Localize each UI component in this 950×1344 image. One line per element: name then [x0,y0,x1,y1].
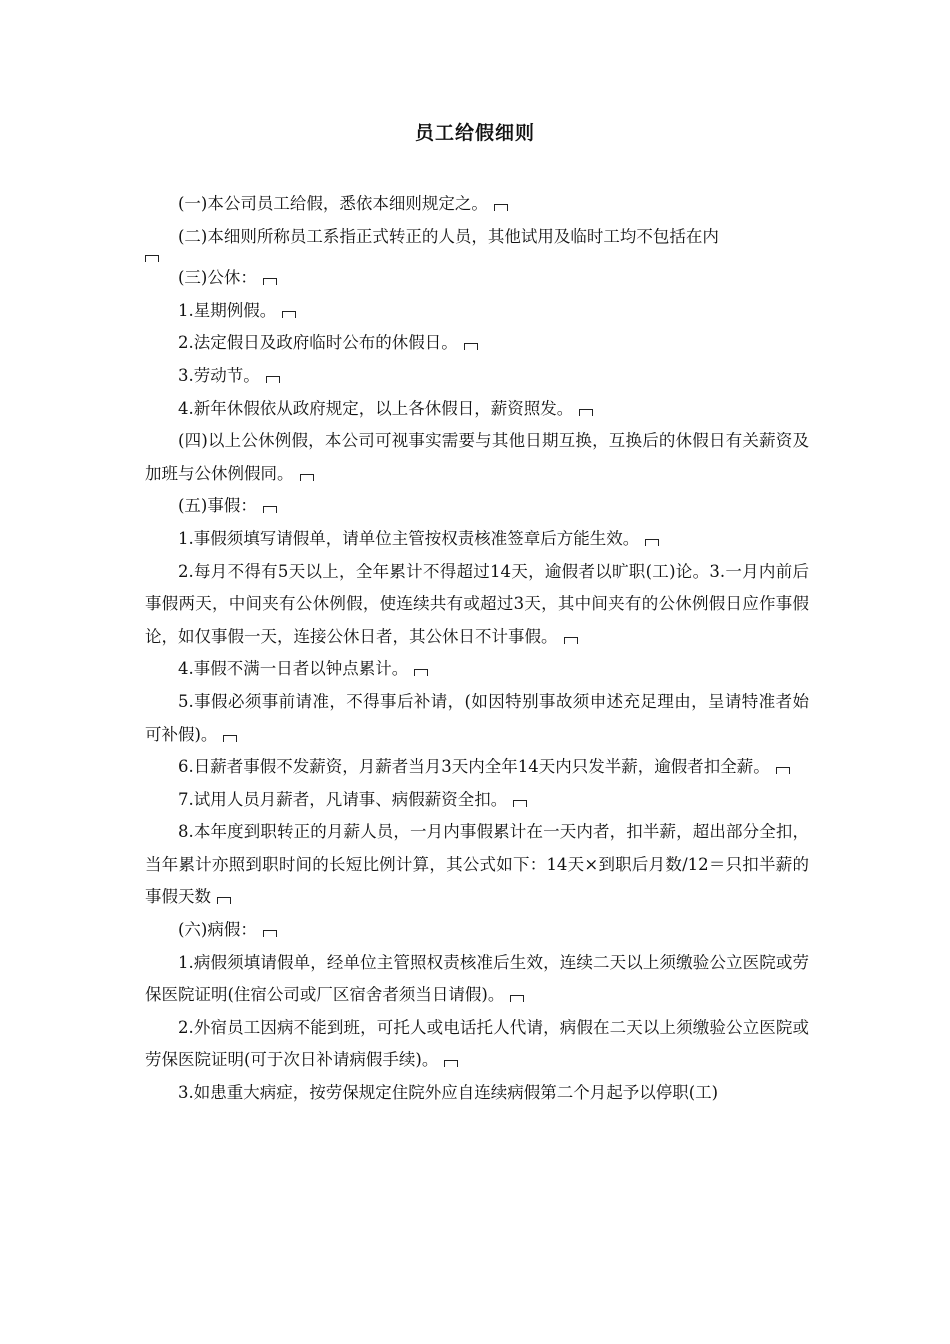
paragraph-mark-icon [444,1060,458,1067]
paragraph-text: 3.如患重大病症，按劳保规定住院外应自连续病假第二个月起予以停职(工) [178,1083,719,1103]
paragraph-20 [145,1077,809,1110]
paragraph-text: (四)以上公休例假，本公司可视事实需要与其他日期互换，互换后的休假日有关薪资及加班与公休例假同。 [145,431,809,483]
paragraph-text: (二)本细则所称员工系指正式转正的人员，其他试用及临时工均不包括在内 [178,226,719,246]
paragraph-text: (一)本公司员工给假，悉依本细则规定之。 [178,194,488,213]
paragraph-mark-icon [263,278,277,285]
paragraph-text: 2.法定假日及政府临时公布的休假日。 [178,333,458,353]
paragraph-text: 1.星期例假。 [178,300,277,320]
paragraph-6 [145,360,809,393]
paragraph-mark-icon [266,376,280,383]
document-body [145,188,809,1110]
paragraph-mark-icon [564,637,578,644]
paragraph-text: 2.外宿员工因病不能到班，可托人或电话托人代请，病假在二天以上须缴验公立医院或劳保医院证明(可于次日补请病假手续)。 [145,1017,809,1070]
paragraph-2 [145,221,809,263]
paragraph-11 [145,556,809,654]
paragraph-mark-icon [513,800,527,807]
paragraph-16 [145,816,809,914]
paragraph-text: 1.事假须填写请假单，请单位主管按权责核准签章后方能生效。 [178,528,640,548]
paragraph-14 [145,751,809,784]
paragraph-mark-icon [145,255,159,262]
paragraph-text: 8.本年度到职转正的月薪人员，一月内事假累计在一天内者，扣半薪，超出部分全扣，当年累计亦照到职时间的长短比例计算，其公式如下：14天×到职后月数/12＝只扣半薪的事假天数 [145,822,809,907]
paragraph-text: 4.事假不满一日者以钟点累计。 [178,659,409,679]
paragraph-1 [145,188,809,221]
paragraph-mark-icon [300,474,314,481]
paragraph-text: 4.新年休假依从政府规定，以上各休假日，薪资照发。 [178,398,574,418]
paragraph-9 [145,490,809,523]
paragraph-13 [145,686,809,751]
paragraph-text: 7.试用人员月薪者，凡请事、病假薪资全扣。 [178,789,508,809]
paragraph-19 [145,1012,809,1077]
paragraph-7 [145,393,809,426]
paragraph-text: (三)公休： [178,268,257,288]
paragraph-mark-icon [494,204,508,211]
paragraph-4 [145,295,809,328]
paragraph-text: 1.病假须填请假单，经单位主管照权责核准后生效，连续二天以上须缴验公立医院或劳保医院证明(住宿公司或厂区宿舍者须当日请假)。 [145,952,809,1005]
paragraph-mark-icon [414,669,428,676]
paragraph-text: (六)病假： [178,920,257,940]
paragraph-mark-icon [510,995,524,1002]
document-title: 员工给假细则 [414,122,535,144]
paragraph-8 [145,425,809,490]
paragraph-mark-icon [217,897,231,904]
paragraph-text: 2.每月不得有5天以上，全年累计不得超过14天，逾假者以旷职(工)论。3.一月内前后事假两天，中间夹有公休例假，使连续共有或超过3天，其中间夹有的公休例假日应作事假论，如仅事假一天，连接公休日者，其公休日不计事假。 [145,561,809,646]
paragraph-10 [145,523,809,556]
paragraph-text: 5.事假必须事前请准，不得事后补请，(如因特别事故须申述充足理由，呈请特准者始可补假)。 [145,691,809,744]
paragraph-mark-icon [464,343,478,350]
paragraph-3 [145,262,809,295]
paragraph-mark-icon [223,735,237,742]
paragraph-17 [145,914,809,947]
paragraph-12 [145,653,809,686]
paragraph-text: (五)事假： [178,496,257,516]
paragraph-15 [145,784,809,817]
paragraph-mark-icon [263,506,277,513]
paragraph-mark-icon [282,311,296,318]
paragraph-18 [145,947,809,1012]
paragraph-mark-icon [579,409,593,416]
paragraph-mark-icon [263,930,277,937]
paragraph-mark-icon [645,539,659,546]
paragraph-text: 3.劳动节。 [178,365,260,385]
paragraph-5 [145,327,809,360]
paragraph-text: 6.日薪者事假不发薪资，月薪者当月3天内全年14天内只发半薪，逾假者扣全薪。 [178,757,770,777]
paragraph-mark-icon [776,767,790,774]
